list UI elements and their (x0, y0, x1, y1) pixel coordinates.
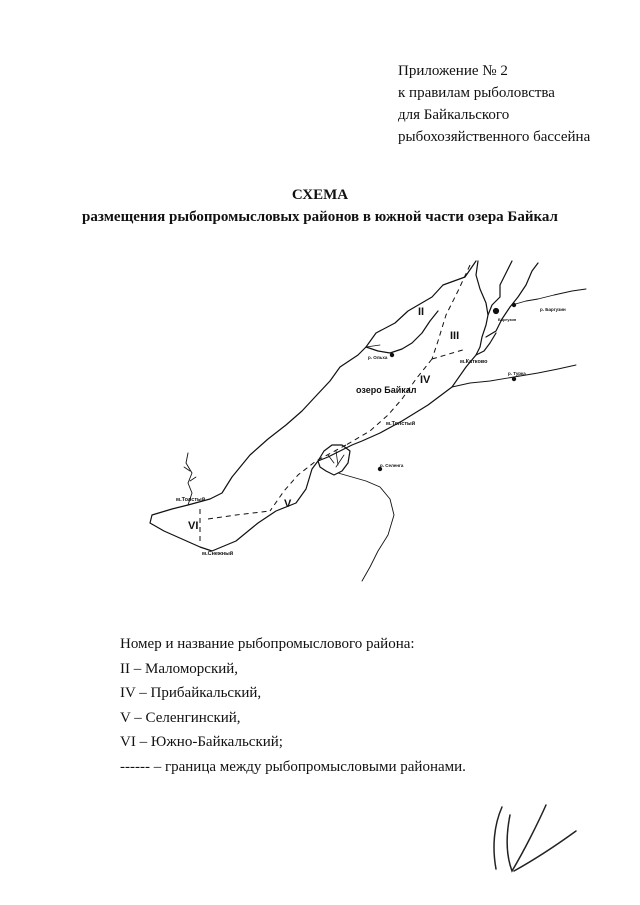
legend-item: II – Маломорский, (120, 660, 239, 677)
label-cape-snezhny: м.Снежный (202, 551, 234, 557)
handwritten-signature (480, 785, 580, 875)
label-river-turka: р. Турка (508, 371, 526, 376)
boundary-v-vi (208, 511, 270, 519)
region-label-ii: II (418, 306, 425, 318)
appendix-line-4: рыбохозяйственного бассейна (398, 129, 591, 145)
river-selenga (338, 473, 394, 581)
appendix-line-2: к правилам рыболовства (398, 85, 555, 101)
lake-shore-northeast (476, 261, 538, 355)
region-label-v: V (284, 498, 292, 510)
appendix-line-3: для Байкальского (398, 107, 510, 123)
river-olkha (366, 345, 380, 347)
label-barguzin-town: Баргузин (498, 317, 517, 322)
selenga-delta (318, 445, 350, 475)
region-label-iii: III (450, 330, 460, 342)
label-cape-tolsty-west: м.Толстый (176, 497, 206, 503)
title-line-2: размещения рыбопромысловых районов в южной части озера Байкал (82, 209, 558, 225)
label-river-olkha: р. Ольха (368, 355, 388, 360)
appendix-line-1: Приложение № 2 (398, 63, 508, 79)
document-title (0, 184, 640, 228)
legend-heading: Номер и название рыбопромыслового района: (120, 636, 415, 652)
appendix-header (398, 60, 590, 148)
barguzin-town-marker (494, 309, 499, 314)
region-label-vi: VI (188, 520, 199, 532)
river-turka (452, 365, 576, 387)
label-river-selenga: р. Селенга (380, 463, 404, 468)
label-cape-kotkovo: м.Катково (460, 359, 488, 365)
region-label-iv: IV (420, 374, 431, 386)
label-cape-tolsty-east: м.Толстый (386, 421, 416, 427)
legend-item: ------ – граница между рыбопромысловыми районами. (120, 758, 466, 775)
legend-item: V – Селенгинский, (120, 709, 241, 726)
boundary-iv-v (346, 359, 432, 445)
lake-label: озеро Байкал (356, 385, 417, 395)
label-river-barguzin: р. Баргузин (540, 307, 566, 312)
legend-item: IV – Прибайкальский, (120, 685, 262, 701)
boundary-lake-axis (270, 445, 346, 511)
boundary-iii-iv (432, 349, 466, 359)
legend-item: VI – Южно-Байкальский; (120, 734, 283, 750)
legend (120, 632, 466, 779)
title-line-1: СХЕМА (291, 187, 349, 203)
lake-shore-west (150, 261, 488, 551)
baikal-fishing-districts-map (140, 255, 590, 595)
river-barguzin (512, 289, 586, 305)
